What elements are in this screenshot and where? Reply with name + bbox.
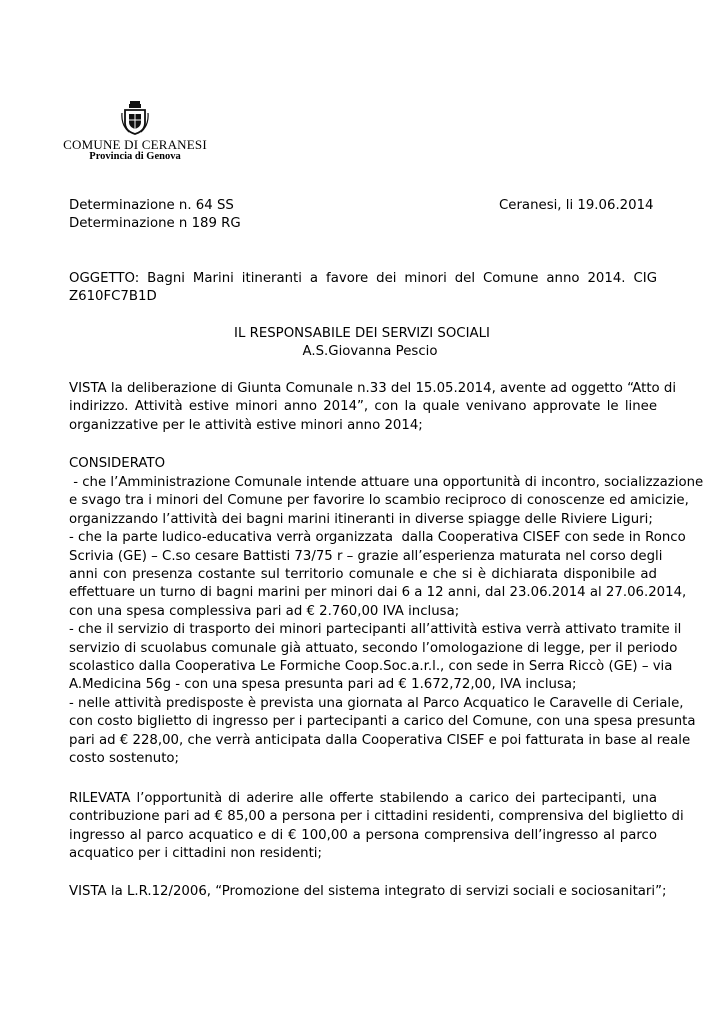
text-line: costo sostenuto; [69, 751, 180, 767]
text-line: con una spesa complessiva pari ad € 2.760,00 IVA inclusa; [69, 603, 460, 619]
text-line: organizzando l’attività dei bagni marini itineranti in diverse spiagge delle Riviere Liguri; [69, 511, 653, 527]
text-line: con costo biglietto di ingresso per i partecipanti a carico del Comune, con una spesa presunta [69, 714, 696, 730]
vista-paragraph-1 [69, 380, 677, 435]
vista-paragraph-2: VISTA la L.R.12/2006, “Promozione del sistema integrato di servizi sociali e sociosanitari”; [69, 884, 667, 899]
place-date: Ceranesi, li 19.06.2014 [499, 198, 654, 213]
text-line: anni con presenza costante sul territorio comunale e che si è dichiarata disponibile ad [69, 567, 657, 583]
text-line: organizzative per le attività estive minori anno 2014; [69, 417, 423, 433]
text-line: e svago tra i minori del Comune per favorire lo scambio reciproco di conoscenze ed amicizie, [69, 493, 689, 509]
municipal-crest-icon [121, 101, 149, 135]
text-line: scolastico dalla Cooperativa Le Formiche Coop.Soc.a.r.l., con sede in Serra Riccò (GE) – via [69, 659, 673, 675]
signatory-role: IL RESPONSABILE DEI SERVIZI SOCIALI [234, 326, 490, 341]
text-line: Scrivia (GE) – C.so cesare Battisti 73/75 r – grazie all’esperienza maturata nel corso degli [69, 548, 663, 564]
text-line: - nelle attività predisposte è prevista una giornata al Parco Acquatico le Caravelle di Ceriale, [69, 695, 684, 711]
province-name: Provincia di Genova [89, 151, 181, 162]
text-line: acquatico per i cittadini non residenti; [69, 846, 322, 862]
text-line: - che la parte ludico-educativa verrà organizzata dalla Cooperativa CISEF con sede in Ronco [69, 530, 686, 546]
text-line: ingresso al parco acquatico e di € 100,00 a persona comprensiva dell’ingresso al parco [69, 827, 657, 843]
considerato-heading: CONSIDERATO [69, 456, 166, 471]
text-line: A.Medicina 56g - con una spesa presunta pari ad € 1.672,72,00, IVA inclusa; [69, 677, 577, 693]
text-line: contribuzione pari ad € 85,00 a persona per i cittadini residenti, comprensiva del biglietto di [69, 809, 684, 825]
subject [69, 270, 657, 307]
text-line: indirizzo. Attività estive minori anno 2014”, con la quale venivano approvate le linee [69, 399, 657, 415]
text-line: - che l’Amministrazione Comunale intende attuare una opportunità di incontro, socializzazione [69, 475, 704, 490]
municipality-name: COMUNE DI CERANESI [63, 137, 207, 152]
text-line: RILEVATA l’opportunità di aderire alle offerte stabilendo a carico dei partecipanti, una [69, 791, 657, 806]
considerato-paragraph [69, 474, 704, 769]
text-line: pari ad € 228,00, che verrà anticipata dalla Cooperativa CISEF e poi fatturata in base al reale [69, 732, 691, 748]
subject-line: Z610FC7B1D [69, 289, 157, 305]
determination-ss: Determinazione n. 64 SS [69, 198, 234, 213]
text-line: VISTA la deliberazione di Giunta Comunale n.33 del 15.05.2014, avente ad oggetto “Atto di [69, 381, 677, 396]
determination-rg: Determinazione n 189 RG [69, 216, 241, 231]
text-line: effettuare un turno di bagni marini per minori dai 6 a 12 anni, dal 23.06.2014 al 27.06.2014, [69, 585, 687, 601]
rilevata-paragraph [69, 790, 684, 864]
text-line: - che il servizio di trasporto dei minori partecipanti all’attività estiva verrà attivato tramite il [69, 622, 682, 638]
signatory-name: A.S.Giovanna Pescio [302, 344, 438, 359]
subject-line: OGGETTO: Bagni Marini itineranti a favore dei minori del Comune anno 2014. CIG [69, 271, 657, 286]
text-line: servizio di scuolabus comunale già attuato, secondo l’omologazione di legge, per il periodo [69, 640, 678, 656]
